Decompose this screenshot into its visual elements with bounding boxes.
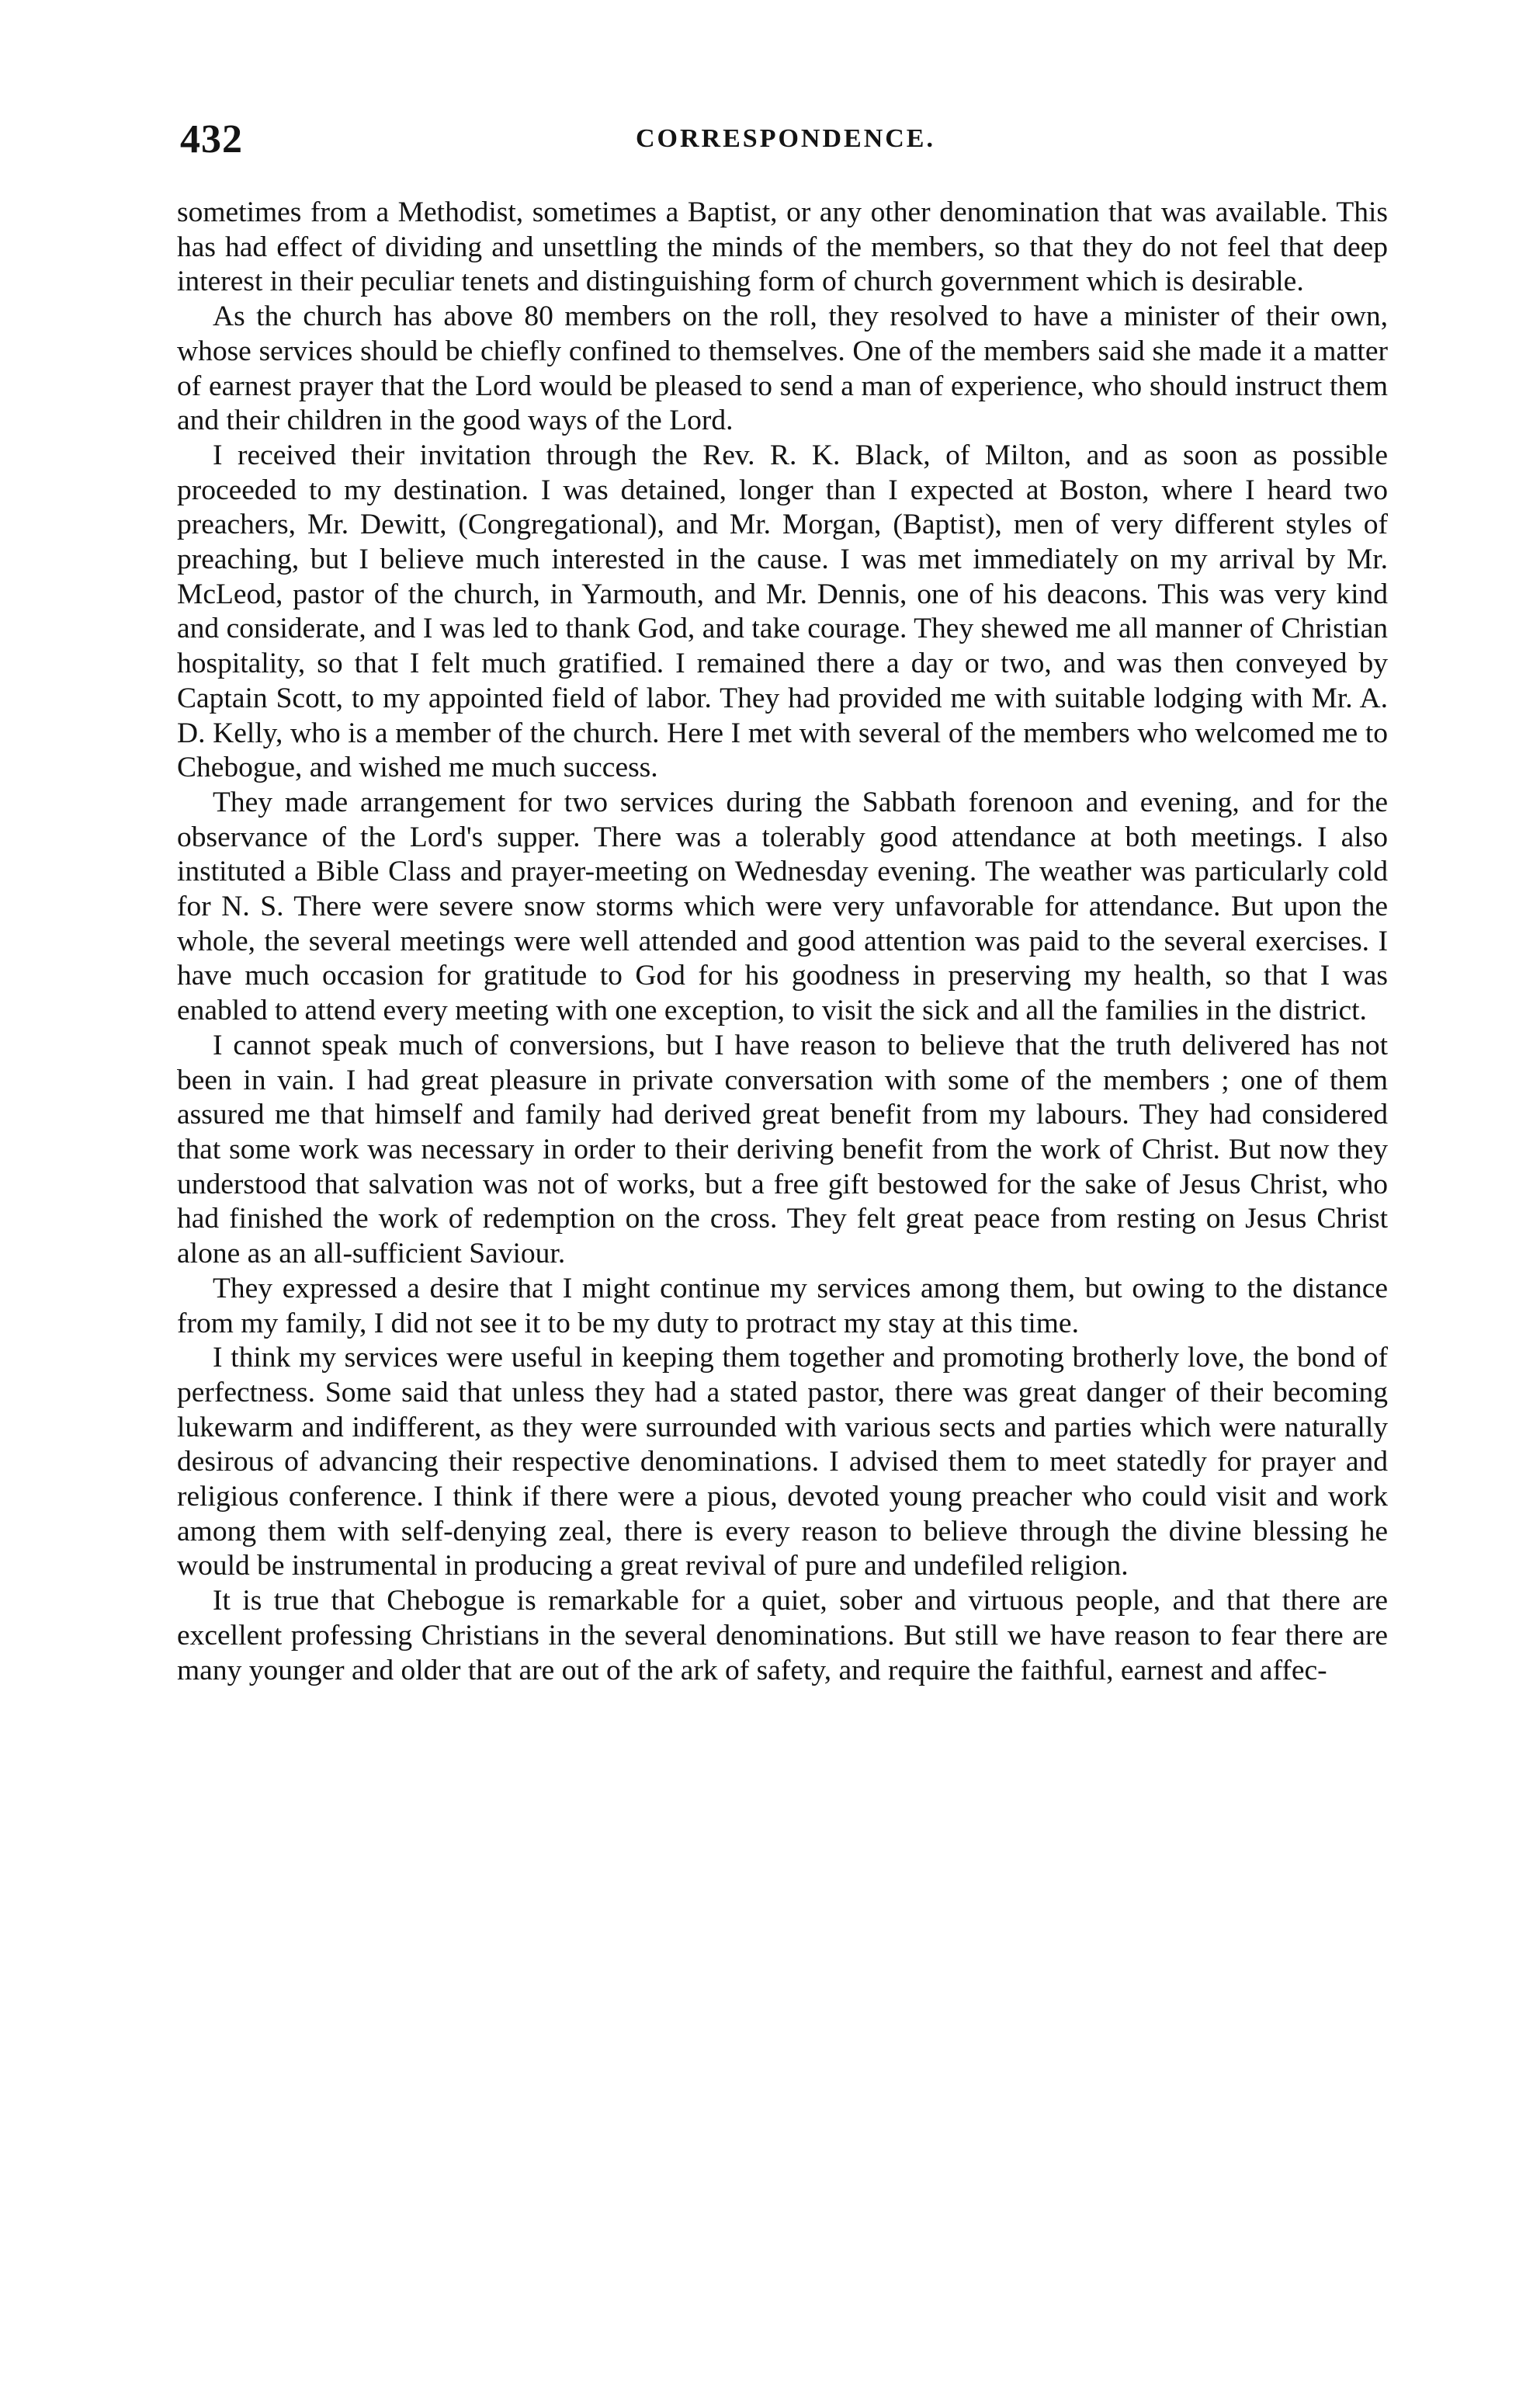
page-header <box>180 116 1391 163</box>
page-number: 432 <box>180 117 243 162</box>
paragraph: I received their invitation through the Rev. R. K. Black, of Milton, and as soon as possible proceeded to my destination. I was detained, longer than I expected at Boston, where I heard two preachers, Mr. Dewitt, (Congregational), and Mr. Morgan, (Baptist), men of very different styles of preaching, but I believe much interested in the cause. I was met immediately on my arrival by Mr. McLeod, pastor of the church, in Yarmouth, and Mr. Dennis, one of his deacons. This was very kind and considerate, and I was led to thank God, and take courage. They shewed me all manner of Christian hospitality, so that I felt much gratified. I remained there a day or two, and was then conveyed by Captain Scott, to my appointed field of labor. They had provided me with suitable lodging with Mr. A. D. Kelly, who is a member of the church. Here I met with several of the members who welcomed me to Chebogue, and wished me much success. <box>177 439 1388 784</box>
paragraph: They made arrangement for two services during the Sabbath forenoon and evening, and for the observance of the Lord's supper. There was a tolerably good attendance at both meetings. I also instituted a Bible Class and prayer-meeting on Wednesday evening. The weather was particularly cold for N. S. There were severe snow storms which were very unfavorable for attendance. But upon the whole, the several meetings were well attended and good attention was paid to the several exercises. I have much occasion for gratitude to God for his goodness in preserving my health, so that I was enabled to attend every meeting with one exception, to visit the sick and all the families in the district. <box>177 786 1388 1027</box>
paragraph: I think my services were useful in keeping them together and promoting brotherly love, the bond of perfectness. Some said that unless they had a stated pastor, there was great danger of their becoming lukewarm and indifferent, as they were surrounded with various sects and parties which were naturally desirous of advancing their respective denominations. I advised them to meet statedly for prayer and religious conference. I think if there were a pious, devoted young preacher who could visit and work among them with self-denying zeal, there is every reason to believe through the divine blessing he would be instrumental in producing a great revival of pure and undefiled religion. <box>177 1342 1388 1582</box>
body-text <box>177 196 1388 1688</box>
paragraph: It is true that Chebogue is remarkable for a quiet, sober and virtuous people, and that there are excellent professing Christians in the several denominations. But still we have reason to fear there are many younger and older that are out of the ark of safety, and require the faithful, earnest and affec- <box>177 1585 1388 1686</box>
paragraph: As the church has above 80 members on the roll, they resolved to have a minister of their own, whose services should be chiefly confined to themselves. One of the members said she made it a matter of earnest prayer that the Lord would be pleased to send a man of experience, who should instruct them and their children in the good ways of the Lord. <box>177 300 1388 437</box>
paragraph: They expressed a desire that I might continue my services among them, but owing to the distance from my family, I did not see it to be my duty to protract my stay at this time. <box>177 1272 1388 1339</box>
paragraph: sometimes from a Methodist, sometimes a Baptist, or any other denomination that was available. This has had effect of dividing and unsettling the minds of the members, so that they do not feel that deep interest in their peculiar tenets and distinguishing form of church government which is desirable. <box>177 196 1388 298</box>
paragraph: I cannot speak much of conversions, but I have reason to believe that the truth delivered has not been in vain. I had great pleasure in private conversation with some of the members ; one of them assured me that himself and family had derived great benefit from my labours. They had considered that some work was necessary in order to their deriving benefit from the work of Christ. But now they understood that salvation was not of works, but a free gift bestowed for the sake of Jesus Christ, who had finished the work of redemption on the cross. They felt great peace from resting on Jesus Christ alone as an all-sufficient Saviour. <box>177 1029 1388 1270</box>
running-title: CORRESPONDENCE. <box>636 124 935 153</box>
